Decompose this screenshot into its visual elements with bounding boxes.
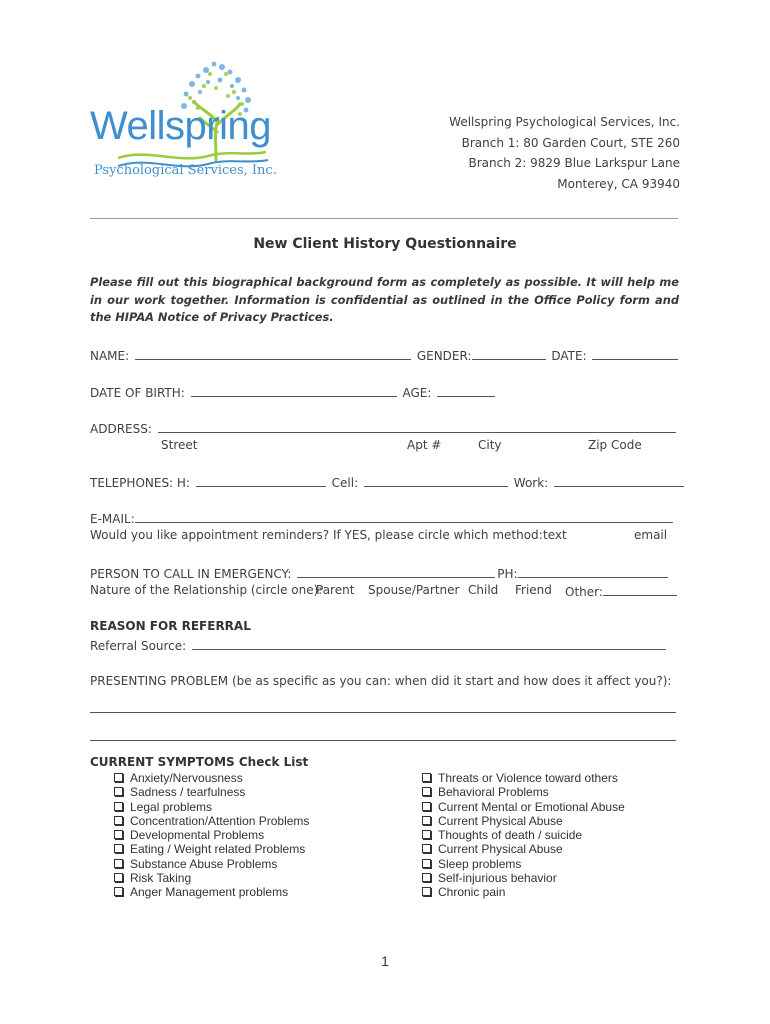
cell-label: Cell:: [331, 476, 359, 490]
telephone-home-label: TELEPHONES: H:: [90, 476, 190, 490]
relationship-parent[interactable]: Parent: [316, 583, 355, 597]
branch-1-address: Branch 1: 80 Garden Court, STE 260: [461, 135, 680, 150]
email-label: E-MAIL:: [90, 512, 135, 526]
address-label: ADDRESS:: [90, 422, 152, 436]
symptom-item[interactable]: Current Physical Abuse: [422, 814, 625, 828]
checkbox-icon[interactable]: [114, 887, 123, 896]
emergency-row: [90, 565, 670, 581]
emergency-label: PERSON TO CALL IN EMERGENCY:: [90, 567, 292, 581]
checkbox-icon[interactable]: [114, 787, 123, 796]
name-field[interactable]: [135, 347, 411, 360]
symptom-item[interactable]: Risk Taking: [114, 871, 309, 885]
page-number: 1: [381, 953, 389, 969]
relationship-spouse[interactable]: Spouse/Partner: [368, 583, 460, 597]
age-field[interactable]: [437, 384, 495, 397]
branch-2-address: Branch 2: 9829 Blue Larkspur Lane: [468, 156, 680, 170]
dob-row: [90, 384, 497, 400]
email-field[interactable]: [135, 510, 673, 523]
checkbox-icon[interactable]: [422, 816, 431, 825]
relationship-label: Nature of the Relationship (circle one):: [90, 583, 323, 597]
emergency-field[interactable]: [297, 565, 495, 578]
symptoms-list-left: [114, 771, 309, 900]
ph-field[interactable]: [518, 565, 668, 578]
gender-field[interactable]: [472, 347, 546, 360]
checkbox-icon[interactable]: [422, 773, 431, 782]
checkbox-icon[interactable]: [422, 787, 431, 796]
symptom-item[interactable]: Threats or Violence toward others: [422, 771, 625, 785]
checkbox-icon[interactable]: [422, 830, 431, 839]
zip-caption: Zip Code: [588, 438, 642, 452]
reminder-option-text[interactable]: text: [543, 528, 567, 542]
symptom-item[interactable]: Substance Abuse Problems: [114, 857, 309, 871]
company-logo: [88, 52, 278, 187]
ph-label: PH:: [497, 567, 518, 581]
cell-field[interactable]: [364, 474, 508, 487]
work-label: Work:: [513, 476, 549, 490]
checkbox-icon[interactable]: [114, 802, 123, 811]
symptom-item[interactable]: Eating / Weight related Problems: [114, 842, 309, 856]
presenting-problem-line-2[interactable]: [90, 740, 676, 741]
symptom-item[interactable]: Concentration/Attention Problems: [114, 814, 309, 828]
checkbox-icon[interactable]: [114, 844, 123, 853]
referral-heading: REASON FOR REFERRAL: [90, 619, 251, 633]
company-address: [449, 112, 680, 194]
header-divider: [90, 218, 678, 219]
symptom-item[interactable]: Thoughts of death / suicide: [422, 828, 625, 842]
referral-source-field[interactable]: [192, 637, 666, 650]
dob-field[interactable]: [191, 384, 397, 397]
company-name: Wellspring Psychological Services, Inc.: [449, 115, 680, 129]
symptom-item[interactable]: Anger Management problems: [114, 885, 309, 899]
checkbox-icon[interactable]: [422, 802, 431, 811]
symptom-item[interactable]: Legal problems: [114, 800, 309, 814]
symptoms-heading: CURRENT SYMPTOMS Check List: [90, 755, 309, 769]
checkbox-icon[interactable]: [114, 830, 123, 839]
logo-brand-text: Wellspring: [90, 104, 271, 148]
symptoms-list-right: [422, 771, 625, 900]
symptom-item[interactable]: Current Physical Abuse: [422, 842, 625, 856]
symptom-item[interactable]: Behavioral Problems: [422, 785, 625, 799]
symptom-item[interactable]: Self-injurious behavior: [422, 871, 625, 885]
checkbox-icon[interactable]: [422, 887, 431, 896]
relationship-other-field[interactable]: [603, 583, 677, 596]
checkbox-icon[interactable]: [114, 873, 123, 882]
relationship-friend[interactable]: Friend: [515, 583, 552, 597]
apt-caption: Apt #: [407, 438, 442, 452]
presenting-problem-label: PRESENTING PROBLEM (be as specific as you can: when did it start and how does it affect you?):: [90, 674, 672, 688]
dob-label: DATE OF BIRTH:: [90, 386, 185, 400]
referral-source-label: Referral Source:: [90, 639, 187, 653]
checkbox-icon[interactable]: [422, 873, 431, 882]
city-state-zip: Monterey, CA 93940: [557, 176, 680, 191]
email-row: [90, 510, 675, 526]
relationship-row: [90, 583, 322, 597]
logo-tagline: Psychological Services, Inc.: [94, 163, 277, 178]
address-field[interactable]: [158, 420, 676, 433]
relationship-other: [565, 583, 679, 599]
symptom-item[interactable]: Sadness / tearfulness: [114, 785, 309, 799]
date-label: DATE:: [551, 349, 587, 363]
name-row: [90, 347, 680, 363]
intro-paragraph: Please fill out this biographical background form as completely as possible. It will help me in our work together. Information is confidential as outlined in the Office Policy form and the HIPAA Notice of Privacy Practices.: [90, 275, 679, 324]
presenting-problem-line-1[interactable]: [90, 712, 676, 713]
relationship-child[interactable]: Child: [468, 583, 499, 597]
symptom-item[interactable]: Anxiety/Nervousness: [114, 771, 309, 785]
gender-label: GENDER:: [416, 349, 472, 363]
symptom-item[interactable]: Developmental Problems: [114, 828, 309, 842]
checkbox-icon[interactable]: [114, 859, 123, 868]
city-caption: City: [478, 438, 502, 452]
reminder-option-email[interactable]: email: [634, 528, 668, 542]
telephone-home-field[interactable]: [196, 474, 326, 487]
work-field[interactable]: [554, 474, 684, 487]
referral-row: [90, 637, 668, 653]
date-field[interactable]: [592, 347, 678, 360]
telephones-row: [90, 474, 686, 490]
page-title: New Client History Questionnaire: [253, 236, 517, 252]
symptom-item[interactable]: Current Mental or Emotional Abuse: [422, 800, 625, 814]
checkbox-icon[interactable]: [422, 859, 431, 868]
name-label: NAME:: [90, 349, 130, 363]
checkbox-icon[interactable]: [114, 816, 123, 825]
symptom-item[interactable]: Chronic pain: [422, 885, 625, 899]
checkbox-icon[interactable]: [114, 773, 123, 782]
symptom-item[interactable]: Sleep problems: [422, 857, 625, 871]
reminders-row: [90, 528, 543, 542]
reminders-question: Would you like appointment reminders? If YES, please circle which method:: [90, 528, 543, 542]
relationship-other-label: Other:: [565, 585, 603, 599]
checkbox-icon[interactable]: [422, 844, 431, 853]
street-caption: Street: [161, 438, 198, 452]
age-label: AGE:: [402, 386, 432, 400]
address-row: [90, 420, 678, 436]
